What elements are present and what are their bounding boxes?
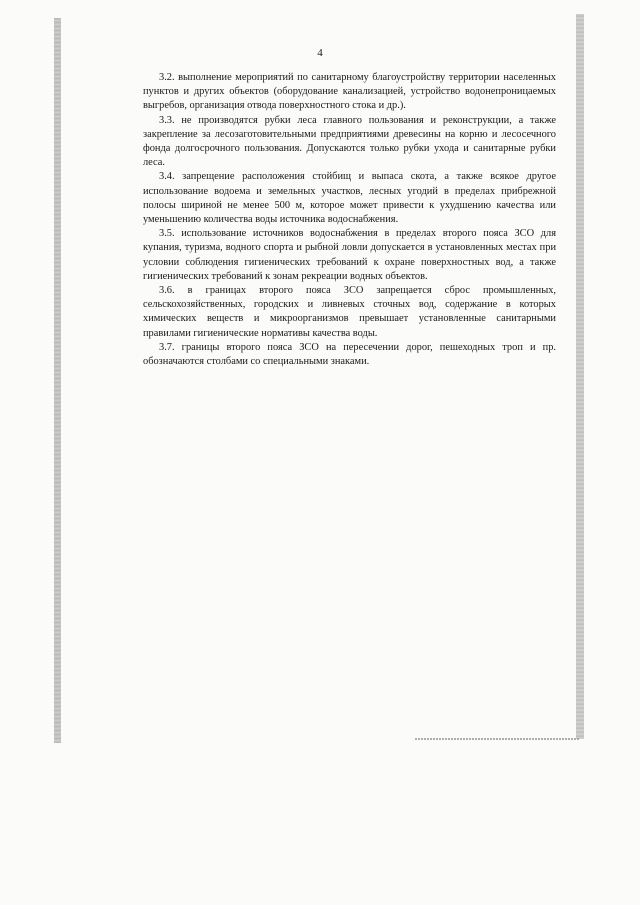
paragraph-3-6: 3.6. в границах второго пояса ЗСО запрещается сброс промышленных, сельскохозяйственных, городских и ливневых сточных вод, содержание в которых химических веществ и микроорганизмов превышает установленные санитарными правилами гигиенические нормативы качества воды. — [143, 285, 556, 339]
scan-edge-right — [576, 14, 584, 739]
paragraph-3-7: 3.7. границы второго пояса ЗСО на пересечении дорог, пешеходных троп и пр. обозначаются столбами со специальными знаками. — [143, 341, 556, 368]
scan-edge-bottom — [415, 738, 580, 740]
document-body — [143, 71, 556, 369]
paragraph-3-4: 3.4. запрещение расположения стойбищ и выпаса скота, а также всякое другое использование водоема и земельных участков, лесных угодий в пределах прибрежной полосы шириной не менее 500 м, которое может привести к ухудшению качества или уменьшению количества воды источника водоснабжения. — [143, 171, 556, 226]
page-number: 4 — [317, 47, 323, 59]
paragraph-3-2: 3.2. выполнение мероприятий по санитарному благоустройству территории населенных пунктов и других объектов (оборудование канализацией, устройство водонепроницаемых выгребов, организация отвода поверхностного стока и др.). — [143, 72, 556, 112]
paragraph-3-5: 3.5. использование источников водоснабжения в пределах второго пояса ЗСО для купания, туризма, водного спорта и рыбной ловли допускается в установленных местах при условии соблюдения гигиенических требований к охране поверхностных вод, а также гигиенических требований к зонам рекреации водных объектов. — [143, 228, 556, 282]
paragraph-3-3: 3.3. не производятся рубки леса главного пользования и реконструкции, а также закрепление за лесозаготовительными предприятиями древесины на корню и лесосечного фонда долгосрочного пользования. Допускаются только рубки ухода и санитарные рубки леса. — [143, 114, 556, 169]
scan-edge-left — [54, 18, 61, 743]
